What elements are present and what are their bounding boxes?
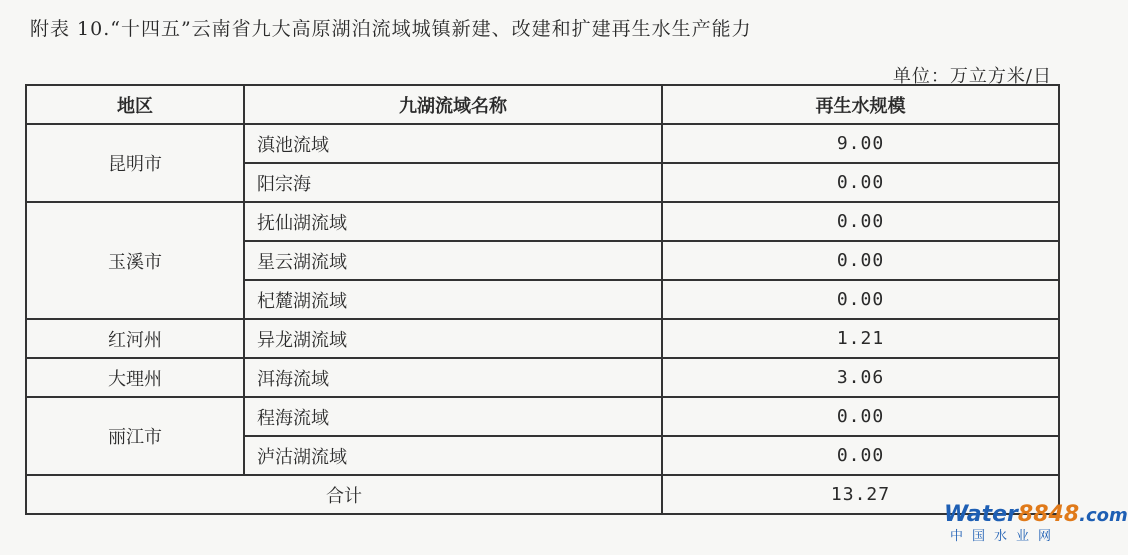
unit-label: 单位：万立方米/日 xyxy=(892,66,1052,87)
total-label: 合计 xyxy=(26,475,662,514)
table-row xyxy=(26,124,1059,163)
basin-cell: 抚仙湖流域 xyxy=(244,202,662,241)
region-cell: 玉溪市 xyxy=(26,202,244,319)
value-cell: 0.00 xyxy=(662,436,1059,475)
value-cell: 0.00 xyxy=(662,202,1059,241)
basin-cell: 杞麓湖流域 xyxy=(244,280,662,319)
logo-suffix: .com xyxy=(1079,505,1128,526)
header-basin: 九湖流域名称 xyxy=(244,85,662,124)
logo-wordmark xyxy=(944,502,1128,528)
value-cell: 1.21 xyxy=(662,319,1059,358)
value-cell: 0.00 xyxy=(662,397,1059,436)
total-value: 13.27 xyxy=(662,475,1059,514)
basin-cell: 程海流域 xyxy=(244,397,662,436)
watermark-logo xyxy=(944,502,1128,549)
region-cell: 昆明市 xyxy=(26,124,244,202)
basin-cell: 洱海流域 xyxy=(244,358,662,397)
region-cell: 丽江市 xyxy=(26,397,244,475)
header-region: 地区 xyxy=(26,85,244,124)
value-cell: 3.06 xyxy=(662,358,1059,397)
basin-cell: 阳宗海 xyxy=(244,163,662,202)
table-row xyxy=(26,397,1059,436)
region-cell: 大理州 xyxy=(26,358,244,397)
header-row xyxy=(26,85,1059,124)
value-cell: 9.00 xyxy=(662,124,1059,163)
value-cell: 0.00 xyxy=(662,163,1059,202)
table-row xyxy=(26,358,1059,397)
table-row xyxy=(26,319,1059,358)
basin-cell: 异龙湖流域 xyxy=(244,319,662,358)
header-capacity: 再生水规模 xyxy=(662,85,1059,124)
basin-cell: 星云湖流域 xyxy=(244,241,662,280)
basin-cell: 泸沽湖流域 xyxy=(244,436,662,475)
region-cell: 红河州 xyxy=(26,319,244,358)
basin-cell: 滇池流域 xyxy=(244,124,662,163)
logo-digits: 8848 xyxy=(1017,502,1080,527)
logo-subtitle: 中国水业网 xyxy=(950,529,1061,544)
capacity-table xyxy=(25,84,1060,515)
logo-water: Water xyxy=(944,502,1018,527)
table-title: 附表 10.“十四五”云南省九大高原湖泊流域城镇新建、改建和扩建再生水生产能力 xyxy=(30,18,752,40)
value-cell: 0.00 xyxy=(662,241,1059,280)
value-cell: 0.00 xyxy=(662,280,1059,319)
table-row xyxy=(26,202,1059,241)
total-row xyxy=(26,475,1059,514)
